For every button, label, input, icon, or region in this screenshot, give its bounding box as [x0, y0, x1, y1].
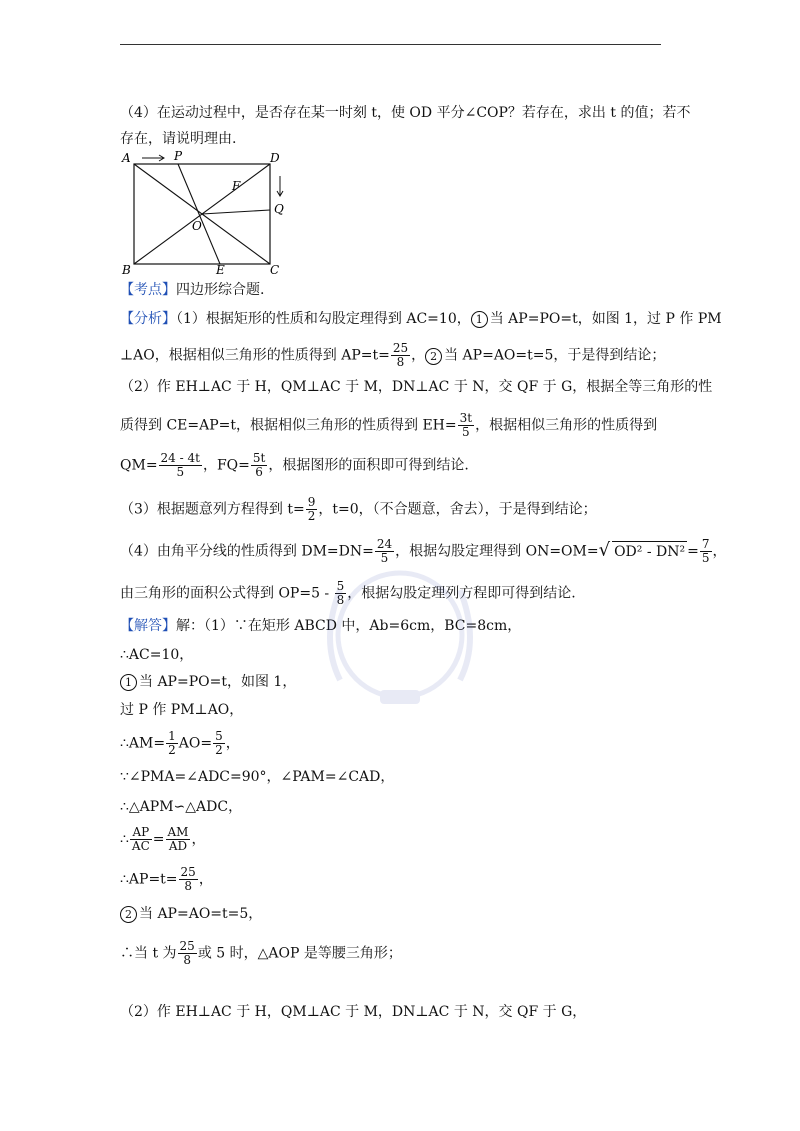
fenxi-text: ， [411, 347, 426, 364]
fenxi-text: ⊥AO，根据相似三角形的性质得到 AP=t= [120, 347, 390, 364]
fenxi-line2 [120, 342, 665, 369]
jieda-line5 [120, 730, 240, 757]
jieda-text: ∴AM= [120, 735, 166, 752]
fraction-9-2: $\frac{9}{2}$ [307, 495, 316, 523]
watermark-emblem-icon [300, 560, 500, 730]
fenxi-text: 质得到 CE=AP=t，根据相似三角形的性质得到 EH= [120, 417, 457, 434]
jieda-text: ∴AP=t= [120, 871, 178, 888]
fraction-25-8: $\frac{25}{8}$ [392, 341, 409, 369]
fenxi-line3: （2）作 EH⊥AC 于 H，QM⊥AC 于 M，DN⊥AC 于 N，交 QF 于 G，根据全等三角形的性 [120, 379, 713, 395]
jieda-text: ， [225, 735, 240, 752]
label-F: F [232, 179, 241, 193]
circled-one: 1 [471, 311, 488, 328]
jieda-text: 或 5 时，△AOP 是等腰三角形； [197, 945, 402, 962]
fenxi-text: ，根据图形的面积即可得到结论. [268, 457, 469, 474]
jieda-line8 [120, 826, 205, 853]
jieda-line3 [120, 672, 296, 692]
jieda-tag: 【解答】 [120, 618, 176, 634]
fenxi-text: QM= [120, 457, 158, 474]
fenxi-text: （3）根据题意列方程得到 t= [120, 501, 305, 518]
jieda-line10 [120, 904, 262, 924]
fenxi-text: ，FQ= [202, 457, 250, 474]
jieda-text: ∴ [120, 831, 129, 848]
sqrt-radicand: OD² - DN² [612, 541, 687, 562]
fenxi-text: （4）由角平分线的性质得到 DM=DN= [120, 543, 374, 560]
label-D: D [270, 151, 280, 165]
jieda-text: 解：（1）∵在矩形 ABCD 中，Ab=6cm，BC=8cm， [176, 618, 522, 634]
label-B: B [122, 263, 131, 276]
fenxi-text: ，根据勾股定理得到 ON=OM= [395, 543, 599, 560]
jieda-text: 当 AP=PO=t，如图 1， [139, 674, 297, 690]
question-4-line1: （4）在运动过程中，是否存在某一时刻 t，使 OD 平分∠COP？若存在，求出 t 的值；若不 [120, 105, 691, 121]
jieda-text: ， [191, 831, 206, 848]
kaodian-line [120, 280, 264, 300]
fraction-3t-5: $\frac{3t}{5}$ [459, 411, 473, 439]
jieda-text: ， [198, 871, 213, 888]
label-E: E [216, 263, 225, 276]
label-P: P [174, 150, 183, 163]
fenxi-text: = [687, 543, 699, 560]
jieda-line12: （2）作 EH⊥AC 于 H，QM⊥AC 于 M，DN⊥AC 于 N，交 QF 于 G， [120, 1004, 587, 1020]
fenxi-text: 当 AP=AO=t=5，于是得到结论； [444, 347, 666, 364]
fenxi-text: 由三角形的面积公式得到 OP=5 - [120, 585, 334, 602]
fenxi-line6 [120, 496, 597, 523]
circled-one: 1 [120, 674, 137, 691]
fraction-AP-AC: $\frac{AP}{AC}$ [131, 825, 150, 853]
fraction-5-8: $\frac{5}{8}$ [336, 579, 345, 607]
label-O: O [192, 219, 202, 233]
fenxi-text: ，t=0，（不合题意，舍去），于是得到结论； [318, 501, 597, 518]
jieda-text: ∴当 t 为 [120, 945, 177, 962]
label-Q: Q [274, 202, 284, 216]
fenxi-line1 [120, 309, 722, 329]
jieda-line2: ∴AC=10， [120, 647, 194, 663]
fraction-24-5: $\frac{24}{5}$ [376, 537, 393, 565]
fenxi-text: ，根据相似三角形的性质得到 [475, 417, 658, 434]
jieda-line9 [120, 866, 213, 893]
jieda-text: 当 AP=AO=t=5， [139, 906, 263, 922]
jieda-line6: ∵∠PMA=∠ADC=90°，∠PAM=∠CAD， [120, 769, 395, 785]
kaodian-text: 四边形综合题. [176, 282, 265, 298]
fraction-1-2: $\frac{1}{2}$ [168, 729, 176, 757]
label-C: C [270, 263, 280, 276]
question-4-line2: 存在，请说明理由. [120, 131, 237, 147]
fenxi-text: ，根据勾股定理列方程即可得到结论. [347, 585, 576, 602]
jieda-line7: ∴△APM∽△ADC， [120, 799, 243, 815]
circled-two: 2 [425, 348, 442, 365]
jieda-line11 [120, 940, 402, 967]
jieda-line4: 过 P 作 PM⊥AO， [120, 702, 244, 718]
header-rule [120, 44, 661, 45]
fraction-25-8: $\frac{25}{8}$ [180, 865, 196, 893]
fenxi-line4 [120, 412, 657, 439]
jieda-text: = [152, 831, 165, 848]
rectangle-figure [120, 150, 290, 276]
circled-two: 2 [120, 906, 137, 923]
fenxi-text: （1）根据矩形的性质和勾股定理得到 AC=10， [176, 311, 471, 327]
fraction-AM-AD: $\frac{AM}{AD}$ [167, 825, 189, 853]
sqrt-sign-icon: √ [598, 539, 611, 561]
fenxi-line5 [120, 452, 469, 479]
fraction-7-5: $\frac{7}{5}$ [701, 537, 710, 565]
kaodian-tag: 【考点】 [120, 282, 176, 298]
fraction-5t-6: $\frac{5t}{6}$ [252, 451, 266, 479]
label-A: A [122, 151, 131, 165]
fraction-25-8: $\frac{25}{8}$ [179, 939, 195, 967]
fenxi-text: ， [712, 543, 727, 560]
fraction-24-4t-5: $\frac{24 - 4t}{5}$ [160, 451, 200, 479]
fenxi-text: 当 AP=PO=t，如图 1，过 P 作 PM [489, 311, 722, 327]
fraction-5-2: $\frac{5}{2}$ [215, 729, 223, 757]
jieda-text: AO= [178, 735, 213, 752]
fenxi-tag: 【分析】 [120, 311, 176, 327]
